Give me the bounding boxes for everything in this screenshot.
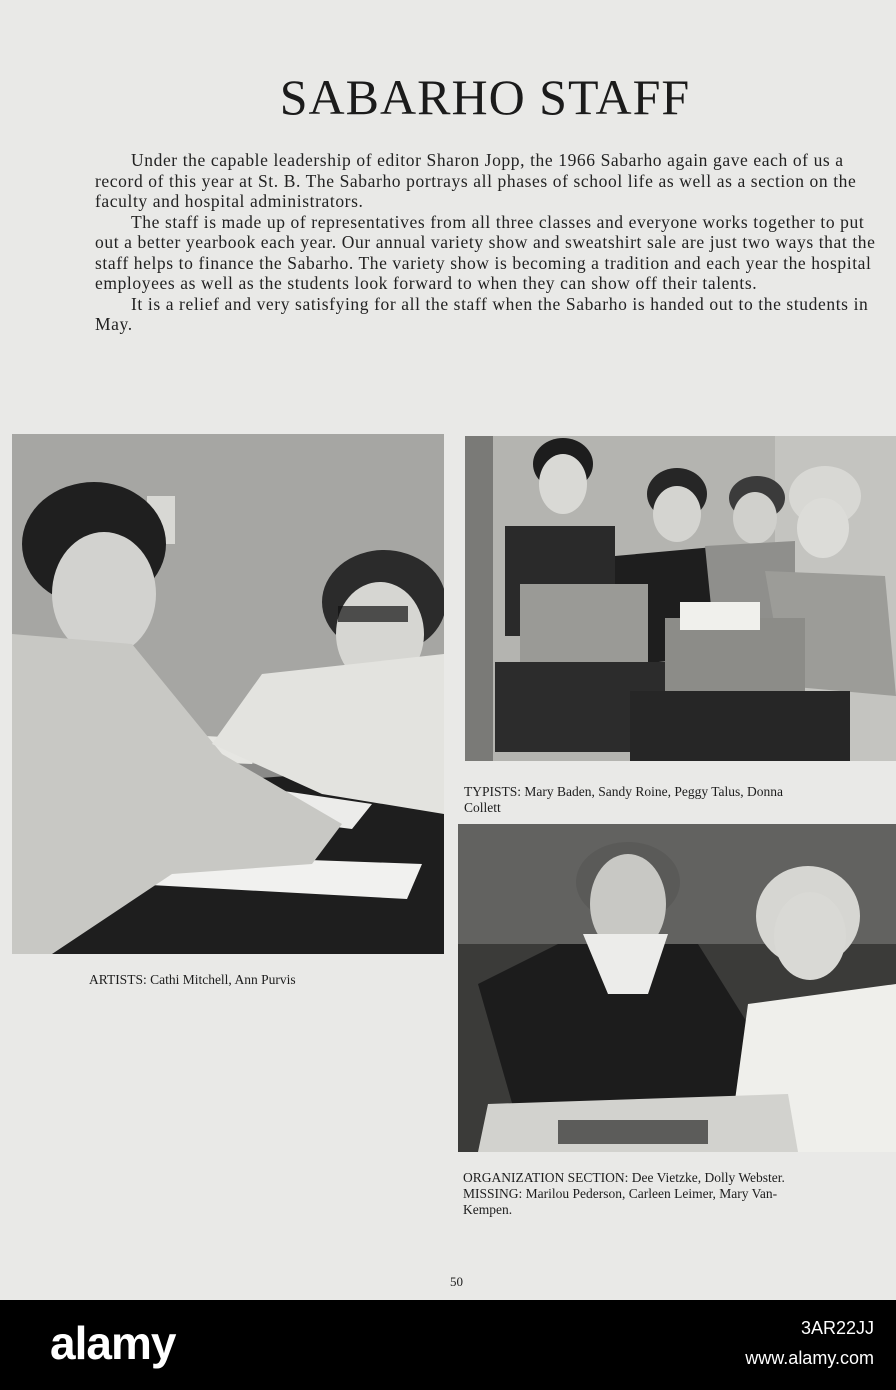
organization-caption-line-3: Kempen. bbox=[463, 1202, 513, 1217]
intro-paragraph-2: The staff is made up of representatives from all three classes and everyone works together to put out a better yearbook each year. Our annual variety show and sweatshirt sale are just two ways that the staff helps to finance the Sabarho. The variety show is becoming a tradition and each year the hospital employees as well as the students look forward to when they can show off their talents. bbox=[95, 211, 876, 293]
intro-paragraph-3: It is a relief and very satisfying for all the staff when the Sabarho is handed out to the students in May. bbox=[95, 293, 869, 334]
page-number: 50 bbox=[450, 1274, 463, 1289]
typists-photo bbox=[465, 436, 896, 761]
intro-paragraph-1: Under the capable leadership of editor Sharon Jopp, the 1966 Sabarho again gave each of us a record of this year at St. B. The Sabarho portrays all phases of school life as well as a section on the faculty and hospital administrators. bbox=[95, 150, 857, 211]
organization-photo bbox=[458, 824, 896, 1152]
organization-caption-line-1: ORGANIZATION SECTION: Dee Vietzke, Dolly Webster. bbox=[463, 1170, 785, 1185]
organization-caption-line-2: MISSING: Marilou Pederson, Carleen Leimer, Mary Van- bbox=[463, 1186, 778, 1201]
typists-caption bbox=[464, 784, 896, 816]
organization-caption bbox=[463, 1170, 896, 1218]
typists-caption-line-1: TYPISTS: Mary Baden, Sandy Roine, Peggy Talus, Donna bbox=[464, 784, 784, 799]
watermark-footer bbox=[0, 1300, 896, 1390]
image-id: 3AR22JJ bbox=[800, 1318, 874, 1338]
footer-url: www.alamy.com bbox=[745, 1348, 874, 1368]
typists-caption-line-2: Collett bbox=[464, 800, 501, 815]
intro-text bbox=[95, 150, 885, 335]
alamy-logo: alamy bbox=[50, 1317, 176, 1369]
page-title: SABARHO STAFF bbox=[279, 69, 691, 125]
artists-caption: ARTISTS: Cathi Mitchell, Ann Purvis bbox=[89, 972, 296, 987]
artists-photo bbox=[12, 434, 444, 954]
